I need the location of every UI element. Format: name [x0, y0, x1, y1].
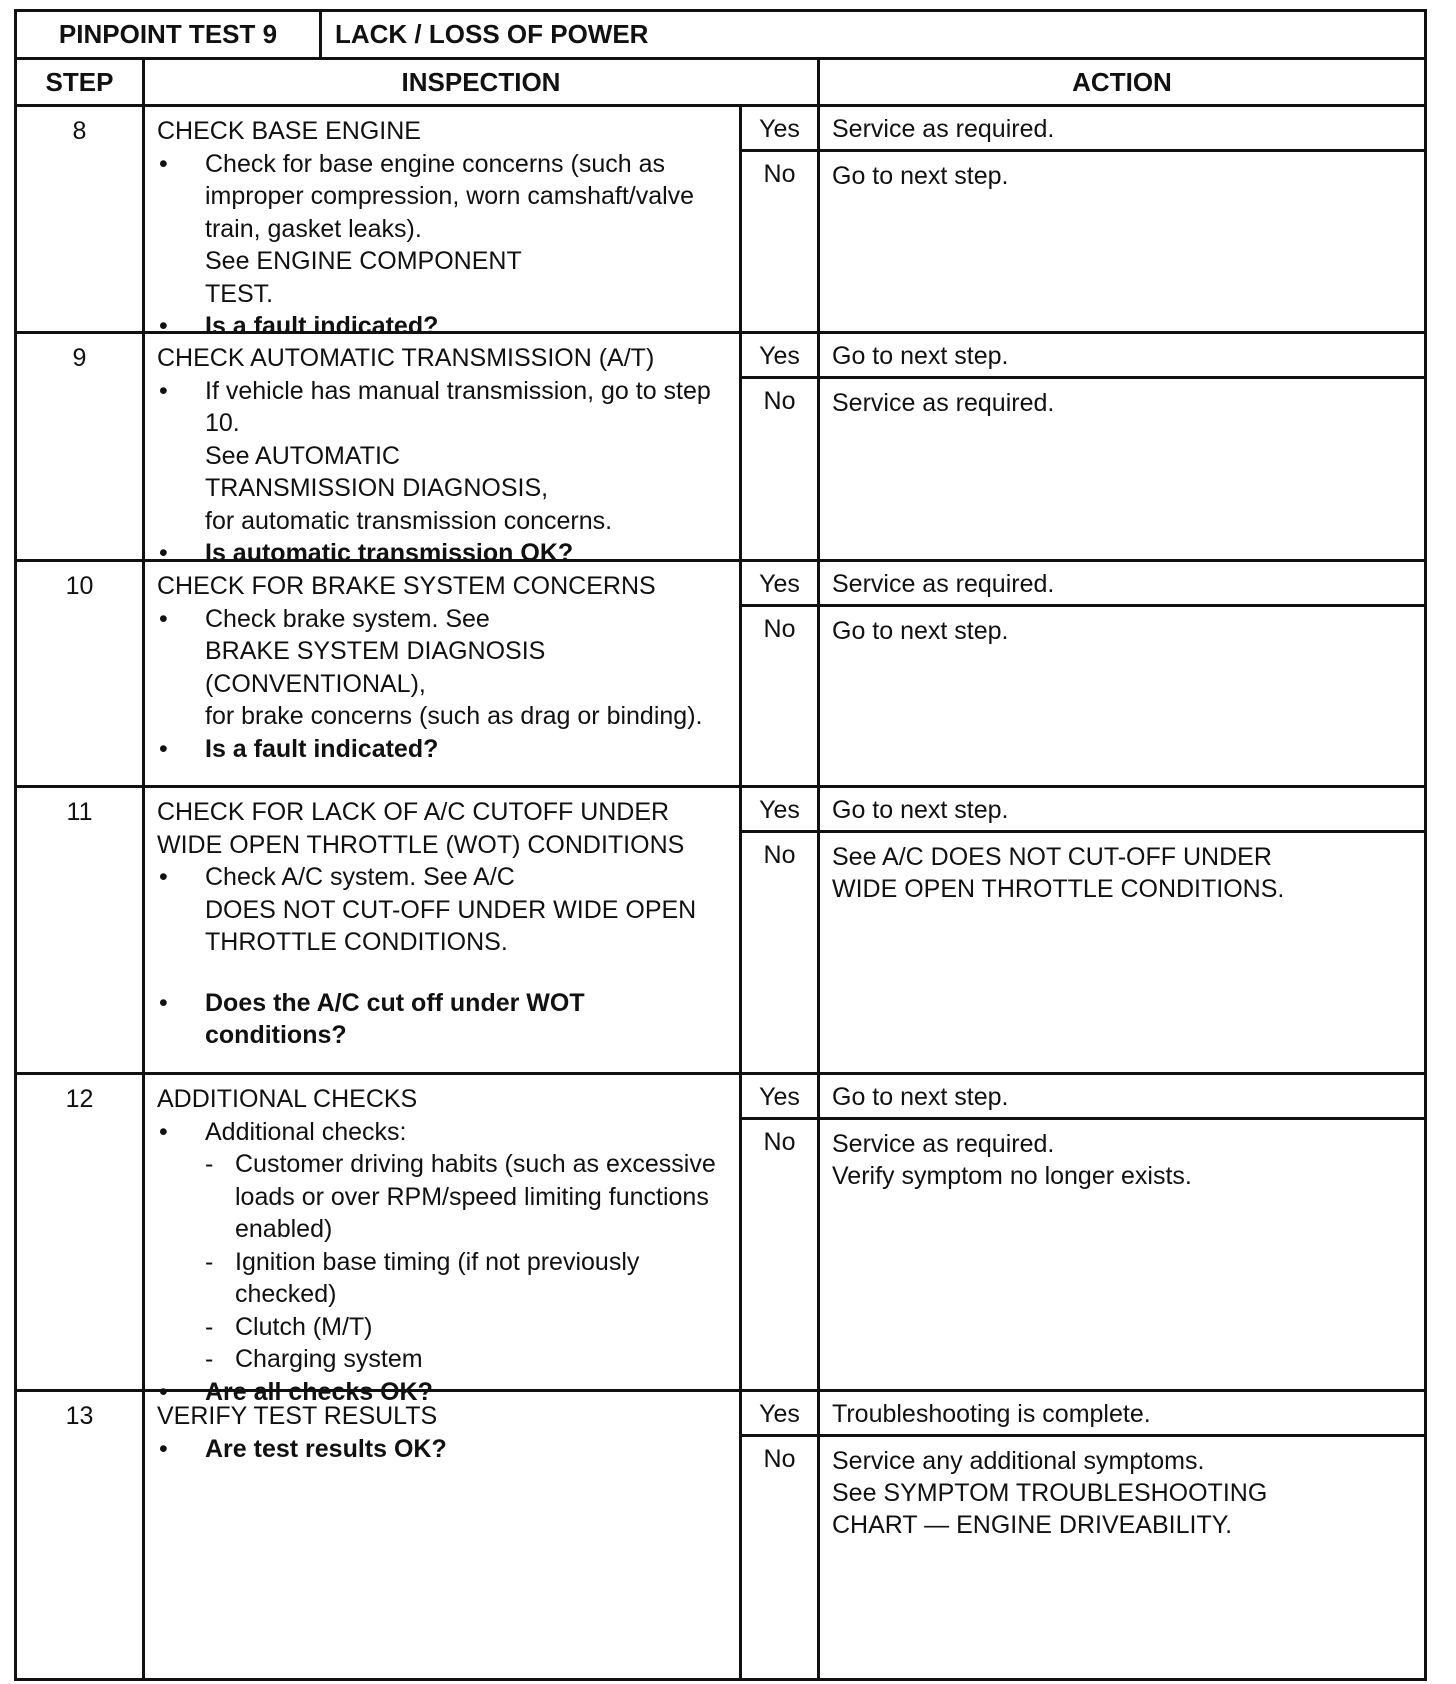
- yes-no-cell: [742, 1075, 820, 1389]
- yes-action: Go to next step.: [820, 334, 1424, 379]
- bullet-text-ref: BRAKE SYSTEM DIAGNOSIS: [205, 637, 546, 665]
- sub-item: - Clutch (M/T): [205, 1311, 733, 1344]
- sub-item-text: Clutch (M/T): [235, 1312, 373, 1341]
- sub-item-text: Customer driving habits (such as excessive loads or over RPM/speed limiting functions enabled): [235, 1150, 716, 1243]
- yes-action: Go to next step.: [820, 1075, 1424, 1120]
- action-cell: [820, 334, 1424, 559]
- bullet-text-ref-2: (CONVENTIONAL),: [205, 669, 426, 698]
- action-cell: [820, 788, 1424, 1072]
- inspection-question: • Does the A/C cut off under WOT conditions?: [157, 987, 733, 1052]
- step-row-11: [17, 788, 1424, 1075]
- bullet-text-ref-3: for brake concerns (such as drag or binding).: [205, 702, 703, 730]
- bullet-text-ref: See ENGINE COMPONENT: [205, 247, 522, 275]
- question-text: Does the A/C cut off under WOT conditions?: [205, 988, 585, 1049]
- bullet-text: Additional checks:: [205, 1117, 407, 1146]
- question-text: Is a fault indicated?: [205, 734, 439, 763]
- yes-no-cell: [742, 562, 820, 785]
- column-header-action: ACTION: [1072, 66, 1172, 97]
- yes-action: Troubleshooting is complete.: [820, 1392, 1424, 1437]
- sub-item: - Customer driving habits (such as excessive loads or over RPM/speed limiting functions enabled): [205, 1148, 733, 1246]
- question-text: Is a fault indicated?: [205, 312, 439, 340]
- no-action-2: Verify symptom no longer exists.: [832, 1162, 1192, 1190]
- inspection-question: • Are test results OK?: [157, 1433, 733, 1466]
- no-label: No: [763, 387, 796, 415]
- column-header-row: [17, 60, 1424, 107]
- step-row-8: [17, 107, 1424, 340]
- inspection-title: ADDITIONAL CHECKS: [157, 1085, 418, 1113]
- bullet-text: Check brake system. See: [205, 604, 490, 633]
- question-text: Is automatic transmission OK?: [205, 539, 574, 567]
- no-action: Service as required.: [832, 389, 1055, 417]
- yes-no-cell: [742, 1392, 820, 1678]
- no-action-block: [820, 1120, 1424, 1192]
- inspection-cell: [145, 1392, 742, 1678]
- step-number: 11: [17, 788, 145, 1072]
- step-number: 9: [17, 334, 145, 559]
- bullet-text-ref-3: for automatic transmission concerns.: [205, 506, 613, 535]
- yes-action: Service as required.: [820, 107, 1424, 152]
- inspection-cell: [145, 334, 742, 567]
- inspection-title: CHECK AUTOMATIC TRANSMISSION (A/T): [157, 344, 655, 372]
- action-cell: [820, 1075, 1424, 1389]
- yes-label: Yes: [742, 562, 817, 607]
- inspection-bullet: • Check brake system. See BRAKE SYSTEM DIAGNOSIS (CONVENTIONAL), for brake concerns (such as drag or binding).: [159, 604, 703, 730]
- yes-label: Yes: [742, 334, 817, 379]
- column-header-inspection: INSPECTION: [145, 60, 820, 104]
- no-action: Service as required.: [832, 1130, 1055, 1158]
- no-label: No: [763, 1128, 796, 1156]
- yes-label: Yes: [742, 788, 817, 833]
- bullet-text-ref-2: TEST.: [205, 279, 274, 308]
- column-header-step: STEP: [17, 60, 145, 104]
- step-row-9: [17, 334, 1424, 567]
- inspection-question: • Is a fault indicated?: [157, 310, 733, 343]
- no-label: No: [763, 615, 796, 643]
- inspection-title: CHECK BASE ENGINE: [157, 117, 421, 145]
- inspection-title: CHECK FOR BRAKE SYSTEM CONCERNS: [157, 572, 656, 600]
- test-id: PINPOINT TEST 9: [17, 12, 322, 57]
- bullet-text-ref: See AUTOMATIC: [205, 441, 400, 470]
- yes-label: Yes: [742, 1392, 817, 1437]
- no-action: See A/C DOES NOT CUT-OFF UNDER WIDE OPEN THROTTLE CONDITIONS.: [832, 843, 1285, 903]
- action-cell: [820, 562, 1424, 785]
- step-number: 12: [17, 1075, 145, 1389]
- no-label: No: [763, 841, 796, 869]
- test-title: LACK / LOSS OF POWER: [335, 19, 649, 49]
- no-action-block: [820, 1437, 1424, 1541]
- inspection-cell: [145, 562, 742, 785]
- yes-no-cell: [742, 788, 820, 1072]
- step-row-12: [17, 1075, 1424, 1406]
- no-action: Go to next step.: [832, 617, 1009, 645]
- yes-no-cell: [742, 107, 820, 331]
- inspection-bullet: • Additional checks: - Customer driving habits (such as excessive loads or over RPM/speed limiting functions enabled) - Ignition base timing (if not previously checked) - Clutch (M/T) - Charging system: [157, 1116, 733, 1376]
- no-action-3: CHART — ENGINE DRIVEABILITY.: [832, 1511, 1233, 1539]
- yes-no-cell: [742, 334, 820, 559]
- yes-action: Service as required.: [820, 562, 1424, 607]
- bullet-text: If vehicle has manual transmission, go to step 10.: [205, 376, 711, 437]
- sub-item: - Ignition base timing (if not previously checked): [205, 1246, 733, 1311]
- no-action-2: See SYMPTOM TROUBLESHOOTING: [832, 1479, 1268, 1507]
- step-row-10: [17, 562, 1424, 788]
- step-number: 8: [17, 107, 145, 331]
- sub-item: - Charging system: [205, 1343, 733, 1376]
- no-label: No: [763, 160, 796, 188]
- inspection-title: VERIFY TEST RESULTS: [157, 1402, 438, 1430]
- inspection-cell: [145, 788, 742, 1072]
- bullet-text-ref: DOES NOT CUT-OFF UNDER WIDE OPEN THROTTLE CONDITIONS.: [205, 895, 697, 956]
- question-text: Are all checks OK?: [205, 1377, 433, 1406]
- bullet-text-ref-2: TRANSMISSION DIAGNOSIS,: [205, 474, 549, 502]
- bullet-text: Check A/C system. See A/C: [205, 863, 515, 891]
- inspection-cell: [145, 107, 742, 340]
- inspection-bullet: • If vehicle has manual transmission, go to step 10. See AUTOMATIC TRANSMISSION DIAGNOSIS, for automatic transmission concerns.: [159, 376, 711, 535]
- action-cell: [820, 107, 1424, 331]
- inspection-question: • Is a fault indicated?: [157, 733, 733, 766]
- yes-label: Yes: [742, 1075, 817, 1120]
- inspection-bullet: • Check for base engine concerns (such as improper compression, worn camshaft/valve train, gasket leaks). See ENGINE COMPONENT TEST.: [159, 149, 695, 308]
- sub-item-text: Charging system: [235, 1345, 423, 1373]
- bullet-text: Check for base engine concerns (such as improper compression, worn camshaft/valve train, gasket leaks).: [205, 149, 695, 243]
- table-title-row: [17, 12, 1424, 60]
- inspection-cell: [145, 1075, 742, 1406]
- yes-label: Yes: [742, 107, 817, 152]
- action-cell: [820, 1392, 1424, 1678]
- inspection-bullet: • Check A/C system. See A/C DOES NOT CUT-OFF UNDER WIDE OPEN THROTTLE CONDITIONS.: [159, 863, 697, 956]
- no-action: Go to next step.: [832, 162, 1009, 190]
- sub-item-text: Ignition base timing (if not previously checked): [235, 1247, 640, 1308]
- pinpoint-test-table: [14, 9, 1427, 1681]
- step-row-13: [17, 1392, 1424, 1678]
- inspection-title: CHECK FOR LACK OF A/C CUTOFF UNDER WIDE OPEN THROTTLE (WOT) CONDITIONS: [157, 798, 685, 859]
- inspection-question: • Are all checks OK?: [157, 1376, 733, 1409]
- yes-action: Go to next step.: [820, 788, 1424, 833]
- no-action: Service any additional symptoms.: [832, 1447, 1205, 1475]
- step-number: 13: [17, 1392, 145, 1678]
- inspection-question: • Is automatic transmission OK?: [157, 537, 733, 570]
- no-label: No: [763, 1445, 796, 1473]
- question-text: Are test results OK?: [205, 1434, 447, 1463]
- step-number: 10: [17, 562, 145, 785]
